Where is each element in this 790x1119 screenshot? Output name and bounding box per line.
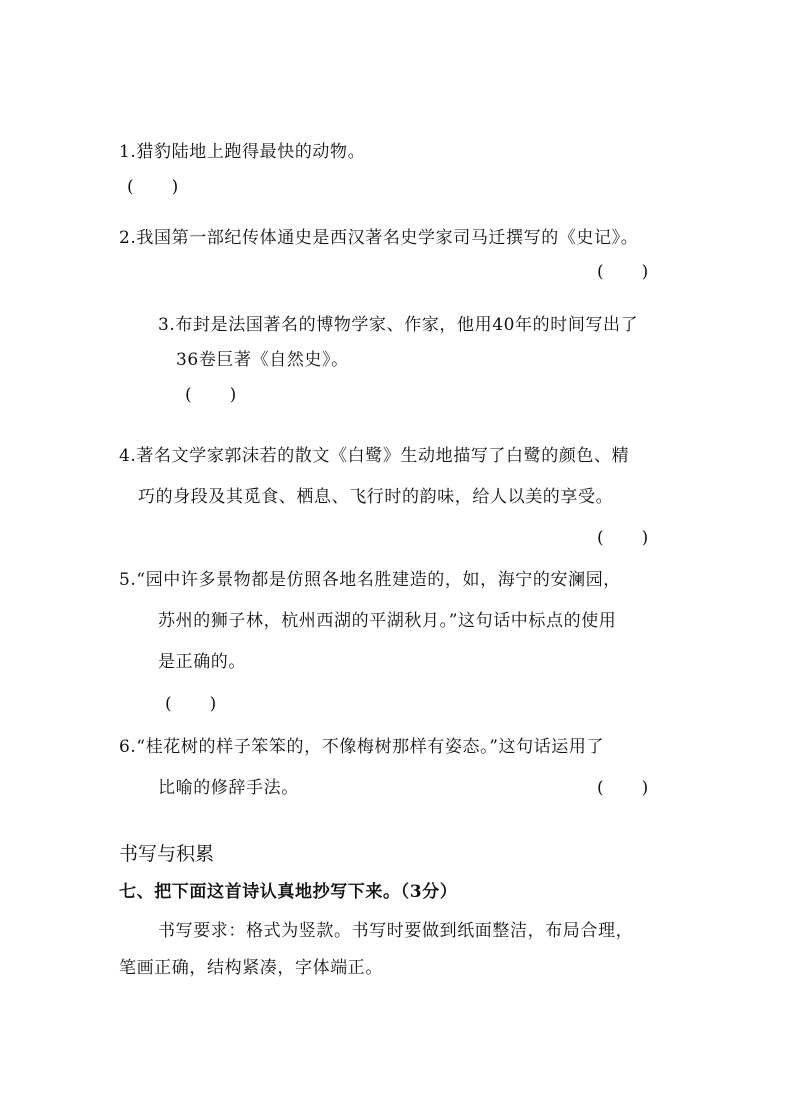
requirement-line-1: 书写要求：格式为竖款。书写时要做到纸面整洁，布局合理， xyxy=(158,921,634,941)
question-2-text: 2.我国第一部纪传体通史是西汉著名史学家司马迁撰写的《史记》。 xyxy=(119,228,639,248)
question-3-answer-blank[interactable]: ( ) xyxy=(185,385,237,405)
question-1-text: 1.猎豹陆地上跑得最快的动物。 xyxy=(119,142,366,162)
question-6-text-line-1: 6.“桂花树的样子笨笨的，不像梅树那样有姿态。”这句话运用了 xyxy=(119,737,605,757)
question-3-text-line-1: 3.布封是法国著名的博物学家、作家，他用40年的时间写出了 xyxy=(158,315,639,335)
question-6-answer-blank[interactable]: ( ) xyxy=(597,778,649,798)
question-5-answer-blank[interactable]: ( ) xyxy=(165,694,217,714)
question-3-text-line-2: 36卷巨著《自然史》。 xyxy=(176,350,349,370)
question-5-text-line-2: 苏州的狮子林，杭州西湖的平湖秋月。”这句话中标点的使用 xyxy=(158,611,617,631)
question-1-answer-blank[interactable]: ( ) xyxy=(127,177,179,197)
question-5-text-line-1: 5.“园中许多景物都是仿照各地名胜建造的，如，海宁的安澜园， xyxy=(119,570,621,590)
question-4-text-line-1: 4.著名文学家郭沫若的散文《白鹭》生动地描写了白鹭的颜色、精 xyxy=(119,446,630,466)
question-6-text-line-2: 比喻的修辞手法。 xyxy=(158,778,299,798)
question-2-answer-blank[interactable]: ( ) xyxy=(597,262,649,282)
question-4-answer-blank[interactable]: ( ) xyxy=(597,528,649,548)
question-4-text-line-2: 巧的身段及其觅食、栖息、飞行时的韵味，给人以美的享受。 xyxy=(138,487,614,507)
requirement-line-2: 笔画正确，结构紧凑，字体端正。 xyxy=(119,958,383,978)
question-5-text-line-3: 是正确的。 xyxy=(158,652,246,672)
section-title: 书写与积累 xyxy=(119,843,215,865)
section-task-heading: 七、把下面这首诗认真地抄写下来。（3分） xyxy=(119,882,458,902)
